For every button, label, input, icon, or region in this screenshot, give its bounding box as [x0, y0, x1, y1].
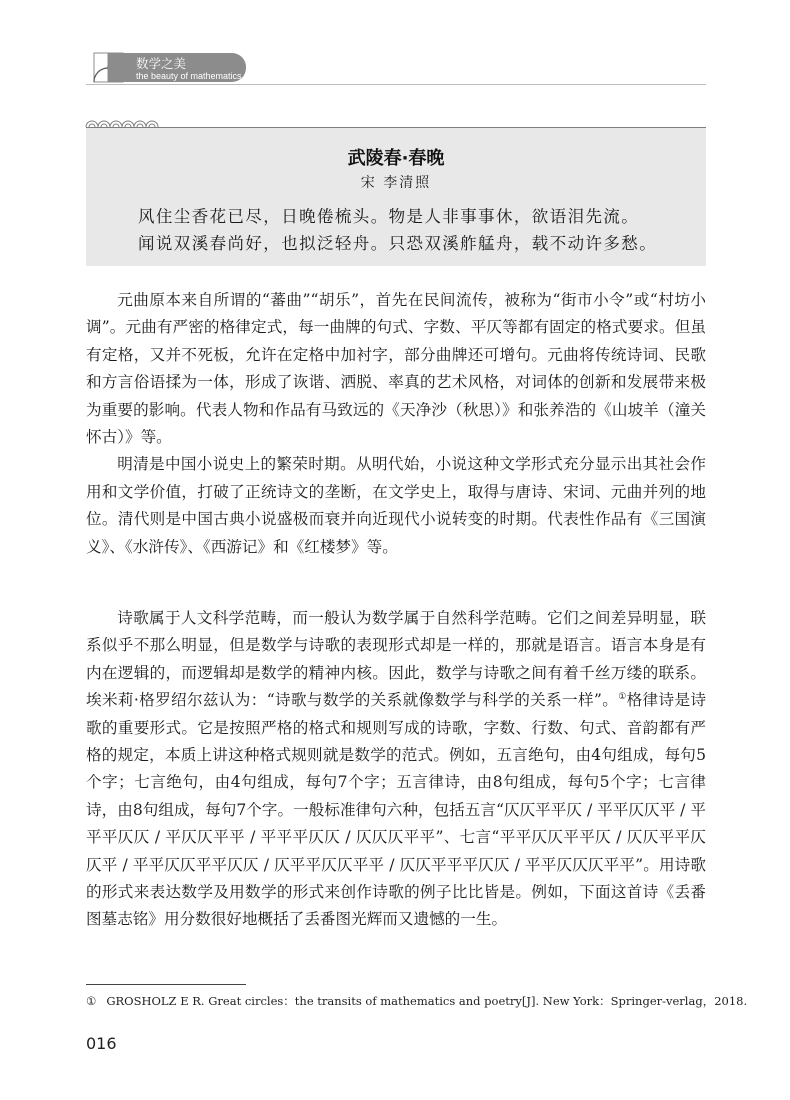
- poem-line: 风住尘香花已尽，日晚倦梳头。物是人非事事休，欲语泪先流。: [138, 207, 640, 226]
- footnote-reference[interactable]: ①: [618, 692, 627, 703]
- poem-title: 武陵春·春晚: [347, 148, 445, 169]
- poem-box: [86, 127, 706, 266]
- footnote-text: GROSHOLZ E R. Great circles：the transits of mathematics and poetry[J]. New York：Springer-verlag，2018.: [106, 994, 748, 1008]
- poem-line: 闻说双溪春尚好，也拟泛轻舟。只恐双溪舴艋舟，载不动许多愁。: [138, 234, 658, 253]
- paragraph-text: 诗歌属于人文科学范畴，而一般认为数学属于自然科学范畴。它们之间差异明显，联系似乎不那么明显，但是数学与诗歌的表现形式却是一样的，那就是语言。语言本身是有内在逻辑的，而逻辑却是数学的精神内核。因此，数学与诗歌之间有着千丝万缕的联系。埃米莉·格罗绍尔兹认为：“诗歌与数学的关系就像数学与科学的关系一样”。: [86, 609, 706, 710]
- paragraph-yuan-qu: 元曲原本来自所谓的“蕃曲”“胡乐”，首先在民间流传，被称为“街市小令”或“村坊小调”。元曲有严密的格律定式，每一曲牌的句式、字数、平仄等都有固定的格式要求。但虽有定格，又并不死板，允许在定格中加衬字，部分曲牌还可增句。元曲将传统诗词、民歌和方言俗语揉为一体，形成了诙谐、洒脱、率真的艺术风格，对词体的创新和发展带来极为重要的影响。代表人物和作品有马致远的《天净沙（秋思）》和张养浩的《山坡羊（潼关怀古）》等。: [86, 291, 706, 447]
- body-section-1: [86, 287, 706, 561]
- body-section-2: [86, 605, 706, 934]
- header-band: [108, 53, 246, 82]
- footnote-marker: ①: [86, 994, 97, 1008]
- paragraph-ming-qing: 明清是中国小说史上的繁荣时期。从明代始，小说这种文学形式充分显示出其社会作用和文学价值，打破了正统诗文的垄断，在文学史上，取得与唐诗、宋词、元曲并列的地位。清代则是中国古典小说盛极而衰并向近现代小说转变的时期。代表性作品有《三国演义》、《水浒传》、《西游记》和《红楼梦》等。: [86, 455, 706, 556]
- book-title: 数学之美: [136, 56, 187, 71]
- poem-author: 宋 李清照: [360, 175, 432, 191]
- footnote-rule: [86, 984, 246, 985]
- book-subtitle: the beauty of mathematics: [136, 71, 242, 81]
- running-header: [86, 51, 246, 84]
- paragraph-poetry-math: [86, 605, 706, 934]
- page-number: 016: [86, 1034, 117, 1053]
- footnote: [86, 993, 748, 1009]
- header-rule: [86, 84, 706, 85]
- paragraph-text: 格律诗是诗歌的重要形式。它是按照严格的格式和规则写成的诗歌，字数、行数、句式、音韵都有严格的规定，本质上讲这种格式规则就是数学的范式。例如，五言绝句，由4句组成，每句5个字；七言绝句，由4句组成，每句7个字；五言律诗，由8句组成，每句5个字；七言律诗，由8句组成，每句7个字。一般标准律句六种，包括五言“仄仄平平仄 / 平平仄仄平 / 平平平仄仄 / 平仄仄平平 / 平平平仄仄 / 仄仄仄平平”、七言“平平仄仄平平仄 / 仄仄平平仄仄平 / 平平仄仄平平仄仄 / 仄平平仄仄平平 / 仄仄平平平仄仄 / 平平仄仄仄平平”。用诗歌的形式来表达数学及用数学的形式来创作诗歌的例子比比皆是。例如，下面这首诗《丢番图墓志铭》用分数很好地概括了丢番图光辉而又遗憾的一生。: [86, 691, 706, 929]
